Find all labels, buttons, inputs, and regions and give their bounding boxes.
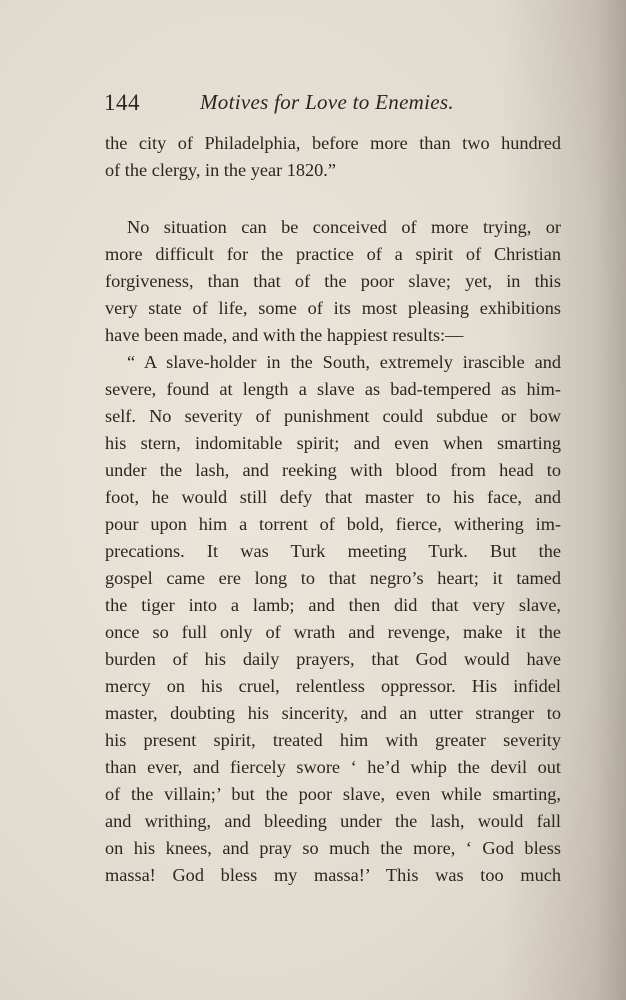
text-line: pour upon him a torrent of bold, fierce, withering im- — [105, 514, 561, 534]
text-line: under the lash, and reeking with blood from head to — [105, 460, 561, 480]
text-line: his present spirit, treated him with greater severity — [105, 730, 561, 750]
text-line: burden of his daily prayers, that God would have — [105, 649, 561, 669]
text-line: “ A slave-holder in the South, extremely irascible and — [127, 352, 561, 372]
text-line: precations. It was Turk meeting Turk. But the — [105, 541, 561, 561]
text-line: gospel came ere long to that negro’s heart; it tamed — [105, 568, 561, 588]
body-text — [105, 130, 561, 889]
text-line: the city of Philadelphia, before more than two hundred — [105, 133, 561, 153]
text-line: more difficult for the practice of a spirit of Christian — [105, 244, 561, 264]
text-line: and writhing, and bleeding under the lash, would fall — [105, 811, 561, 831]
text-line: self. No severity of punishment could subdue or bow — [105, 406, 561, 426]
running-title: Motives for Love to Enemies. — [200, 90, 454, 114]
text-line: forgiveness, than that of the poor slave; yet, in this — [105, 271, 561, 291]
text-line: severe, found at length a slave as bad-tempered as him- — [105, 379, 561, 399]
text-line: master, doubting his sincerity, and an utter stranger to — [105, 703, 561, 723]
text-line: on his knees, and pray so much the more, ‘ God bless — [105, 838, 561, 858]
text-line: the tiger into a lamb; and then did that very slave, — [105, 595, 561, 615]
text-line: than ever, and fiercely swore ‘ he’d whip the devil out — [105, 757, 561, 777]
paragraph-gap — [105, 184, 561, 214]
text-line: his stern, indomitable spirit; and even when smarting — [105, 433, 561, 453]
text-line: very state of life, some of its most pleasing exhibitions — [105, 298, 561, 318]
text-line: mercy on his cruel, relentless oppressor. His infidel — [105, 676, 561, 696]
text-line: massa! God bless my massa!’ This was too much — [105, 865, 561, 885]
text-line: No situation can be conceived of more trying, or — [127, 217, 561, 237]
text-line: once so full only of wrath and revenge, make it the — [105, 622, 561, 642]
text-line: foot, he would still defy that master to his face, and — [105, 487, 561, 507]
text-line: of the clergy, in the year 1820.” — [105, 160, 336, 180]
page-number: 144 — [104, 90, 140, 115]
text-line: have been made, and with the happiest results:— — [105, 325, 464, 345]
text-line: of the villain;’ but the poor slave, even while smarting, — [105, 784, 561, 804]
running-head — [104, 90, 574, 120]
